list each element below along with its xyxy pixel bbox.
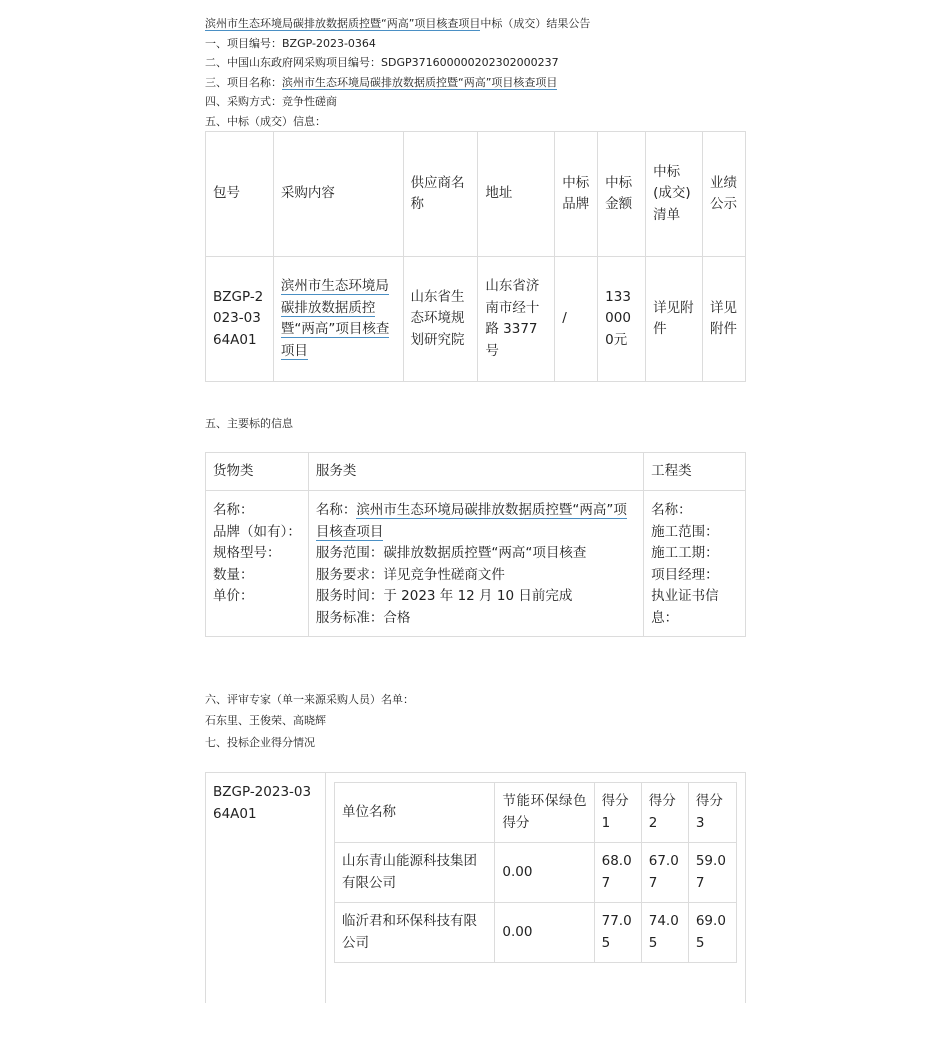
engineering-scope: 施工范围： xyxy=(651,523,719,540)
header-amount: 中标金额 xyxy=(598,132,646,257)
scores-table xyxy=(334,782,737,963)
header-company: 单位名称 xyxy=(335,783,495,843)
procurement-number: 二、中国山东政府网采购项目编号：SDGP371600000202302000237 xyxy=(205,56,559,69)
engineering-manager: 项目经理： xyxy=(651,566,719,583)
goods-price: 单价： xyxy=(213,588,254,604)
service-name-link[interactable]: 滨州市生态环境局碳排放数据质控暨“两高”项目核查项目 xyxy=(315,502,627,540)
header-content: 采购内容 xyxy=(273,132,403,257)
header-engineering: 工程类 xyxy=(644,453,746,491)
title-suffix: 中标（成交）结果公告 xyxy=(480,17,591,30)
award-table-row xyxy=(206,257,746,382)
cell-amount: 1330000元 xyxy=(598,257,646,382)
row-score2: 67.07 xyxy=(641,843,688,903)
engineering-name: 名称： xyxy=(651,502,692,518)
cell-performance: 详见附件 xyxy=(703,257,746,382)
project-name xyxy=(205,73,746,93)
award-table-header xyxy=(206,132,746,257)
cell-brand: / xyxy=(555,257,598,382)
row-score1: 68.07 xyxy=(594,843,641,903)
row-score1: 77.05 xyxy=(594,903,641,963)
header-service: 服务类 xyxy=(308,453,643,491)
engineering-cell xyxy=(644,491,746,637)
announcement-header xyxy=(205,14,746,131)
title-link[interactable]: 滨州市生态环境局碳排放数据质控暨“两高”项目核查项目 xyxy=(205,17,481,30)
service-cell xyxy=(308,491,643,637)
goods-cell xyxy=(206,491,309,637)
subject-table-row xyxy=(206,491,746,637)
scores-outer-table xyxy=(205,772,746,1003)
table-row xyxy=(335,903,737,963)
service-time: 服务时间：于 2023 年 12 月 10 日前完成 xyxy=(315,588,573,604)
cell-address: 山东省济南市经十路 3377号 xyxy=(478,257,555,382)
row-company: 山东青山能源科技集团有限公司 xyxy=(335,843,495,903)
cell-list: 详见附件 xyxy=(646,257,703,382)
subject-info-heading: 五、主要标的信息 xyxy=(205,417,293,430)
scores-heading: 七、投标企业得分情况 xyxy=(205,736,315,749)
service-standard: 服务标准：合格 xyxy=(315,609,411,626)
header-score3: 得分3 xyxy=(688,783,736,843)
engineering-period: 施工工期： xyxy=(651,545,719,561)
table-row xyxy=(335,843,737,903)
cell-content xyxy=(273,257,403,382)
row-score2: 74.05 xyxy=(641,903,688,963)
row-green: 0.00 xyxy=(495,843,594,903)
award-info-heading: 五、中标（成交）信息： xyxy=(205,114,326,128)
subject-table-header xyxy=(206,453,746,491)
service-requirement: 服务要求：详见竞争性磋商文件 xyxy=(315,566,505,583)
service-name-label: 名称： xyxy=(315,502,357,518)
scores-inner-cell xyxy=(326,773,746,1003)
goods-name: 名称： xyxy=(213,502,254,518)
header-score1: 得分1 xyxy=(594,783,641,843)
header-performance: 业绩公示 xyxy=(703,132,746,257)
service-name xyxy=(316,500,636,543)
experts-heading: 六、评审专家（单一来源采购人员）名单： xyxy=(205,693,414,706)
project-name-link[interactable]: 滨州市生态环境局碳排放数据质控暨“两高”项目核查项目 xyxy=(282,75,558,89)
row-company: 临沂君和环保科技有限公司 xyxy=(335,903,495,963)
goods-model: 规格型号： xyxy=(213,545,281,561)
header-list: 中标(成交)清单 xyxy=(646,132,703,257)
header-address: 地址 xyxy=(478,132,555,257)
award-table xyxy=(205,131,746,382)
header-supplier: 供应商名称 xyxy=(403,132,478,257)
header-score2: 得分2 xyxy=(641,783,688,843)
scores-header xyxy=(335,783,737,843)
cell-content-link[interactable]: 滨州市生态环境局碳排放数据质控暨“两高”项目核查项目 xyxy=(280,278,390,359)
header-goods: 货物类 xyxy=(206,453,309,491)
announcement-title xyxy=(205,14,746,34)
service-scope: 服务范围：碳排放数据质控暨“两高“项目核查 xyxy=(315,545,587,561)
project-name-label: 三、项目名称： xyxy=(205,75,282,89)
row-score3: 69.05 xyxy=(688,903,736,963)
header-green: 节能环保绿色得分 xyxy=(495,783,594,843)
procurement-method: 四、采购方式：竞争性磋商 xyxy=(205,95,337,108)
cell-supplier: 山东省生态环境规划研究院 xyxy=(403,257,478,382)
cell-package: BZGP-2023-0364A01 xyxy=(206,257,274,382)
header-package: 包号 xyxy=(206,132,274,257)
experts-names: 石东里、王俊荣、高晓辉 xyxy=(205,714,326,727)
goods-brand: 品牌（如有）： xyxy=(213,523,301,540)
scores-package: BZGP-2023-0364A01 xyxy=(206,773,326,1003)
engineering-license: 执业证书信息： xyxy=(651,588,719,626)
row-green: 0.00 xyxy=(495,903,594,963)
subject-table xyxy=(205,452,746,637)
row-score3: 59.07 xyxy=(688,843,736,903)
project-number: 一、项目编号：BZGP-2023-0364 xyxy=(205,36,376,50)
goods-quantity: 数量： xyxy=(213,566,254,583)
header-brand: 中标品牌 xyxy=(555,132,598,257)
